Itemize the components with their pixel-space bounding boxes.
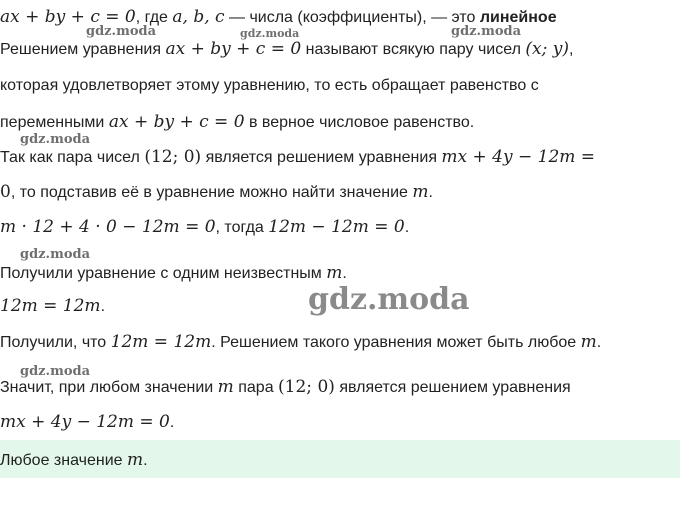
math-variable: m	[412, 182, 429, 202]
math-variable: m	[126, 450, 144, 470]
answer-box	[0, 440, 680, 478]
text-line	[0, 111, 474, 134]
watermark: gdz.moda	[20, 132, 91, 147]
watermark: gdz.moda	[451, 24, 522, 39]
text-line	[0, 295, 105, 318]
math-expression: 12m = 12m	[0, 296, 101, 316]
text-line	[0, 146, 595, 169]
text: Так как пара чисел	[0, 149, 145, 166]
math-pair: (x; y)	[525, 39, 569, 59]
text: — числа (коэффициенты), — это	[224, 9, 480, 26]
text-line	[0, 262, 347, 285]
text: , где	[135, 9, 173, 26]
math-variable: m	[580, 332, 597, 352]
math-pair: (12; 0)	[144, 147, 202, 167]
answer-line	[0, 449, 148, 472]
text-line	[0, 6, 557, 29]
math-expression: 0	[0, 182, 11, 202]
text: .	[100, 298, 106, 315]
math-variable: m	[217, 377, 234, 397]
text: Решением уравнения	[0, 41, 166, 58]
text: .	[404, 219, 410, 236]
text-line	[0, 331, 601, 354]
text: Значит, при любом значении	[0, 379, 218, 396]
math-expression: 12m = 12m	[110, 332, 212, 352]
math-variables: a, b, c	[172, 7, 225, 27]
text-line	[0, 411, 174, 434]
text-line	[0, 181, 433, 204]
text: Любое значение	[0, 452, 127, 469]
text: .	[169, 414, 175, 431]
text: .	[342, 265, 347, 282]
math-expression: mx + 4y − 12m = 0	[0, 412, 170, 432]
text-line	[0, 38, 573, 61]
text-line	[0, 216, 409, 239]
text: , то подставив её в уравнение можно найти значение	[10, 184, 413, 201]
math-expression: 12m − 12m = 0	[268, 217, 405, 237]
text: , тогда	[215, 219, 269, 236]
bold-term: линейное	[479, 9, 557, 26]
text: является решением уравнения	[201, 149, 442, 166]
text: ,	[568, 41, 574, 58]
math-variable: m	[326, 263, 343, 283]
text: называют всякую пару чисел	[301, 41, 526, 58]
text: . Решением такого уравнения может быть любое	[211, 334, 581, 351]
text: Получили, что	[0, 334, 111, 351]
text: переменными	[0, 114, 109, 131]
math-expression: ax + by + c = 0	[0, 7, 136, 27]
watermark: gdz.moda	[240, 27, 300, 40]
math-expression: mx + 4y − 12m =	[441, 147, 596, 167]
watermark: gdz.moda	[20, 364, 91, 379]
text: Получили уравнение с одним неизвестным	[0, 265, 327, 282]
text: пара	[233, 379, 279, 396]
text: является решением уравнения	[334, 379, 571, 396]
watermark: gdz.moda	[20, 247, 91, 262]
math-expression: ax + by + c = 0	[108, 112, 245, 132]
text: .	[428, 184, 433, 201]
text: .	[596, 334, 602, 351]
math-pair: (12; 0)	[278, 377, 335, 397]
text: .	[143, 452, 148, 469]
watermark-large: gdz.moda	[308, 282, 470, 317]
watermark: gdz.moda	[86, 24, 157, 39]
text-line	[0, 75, 539, 97]
text: которая удовлетворяет этому уравнению, то есть обращает равенство с	[0, 77, 539, 94]
math-expression: ax + by + c = 0	[165, 39, 302, 59]
math-expression: m · 12 + 4 · 0 − 12m = 0	[0, 217, 216, 237]
text: в верное числовое равенство.	[244, 114, 475, 131]
text-line	[0, 376, 571, 399]
